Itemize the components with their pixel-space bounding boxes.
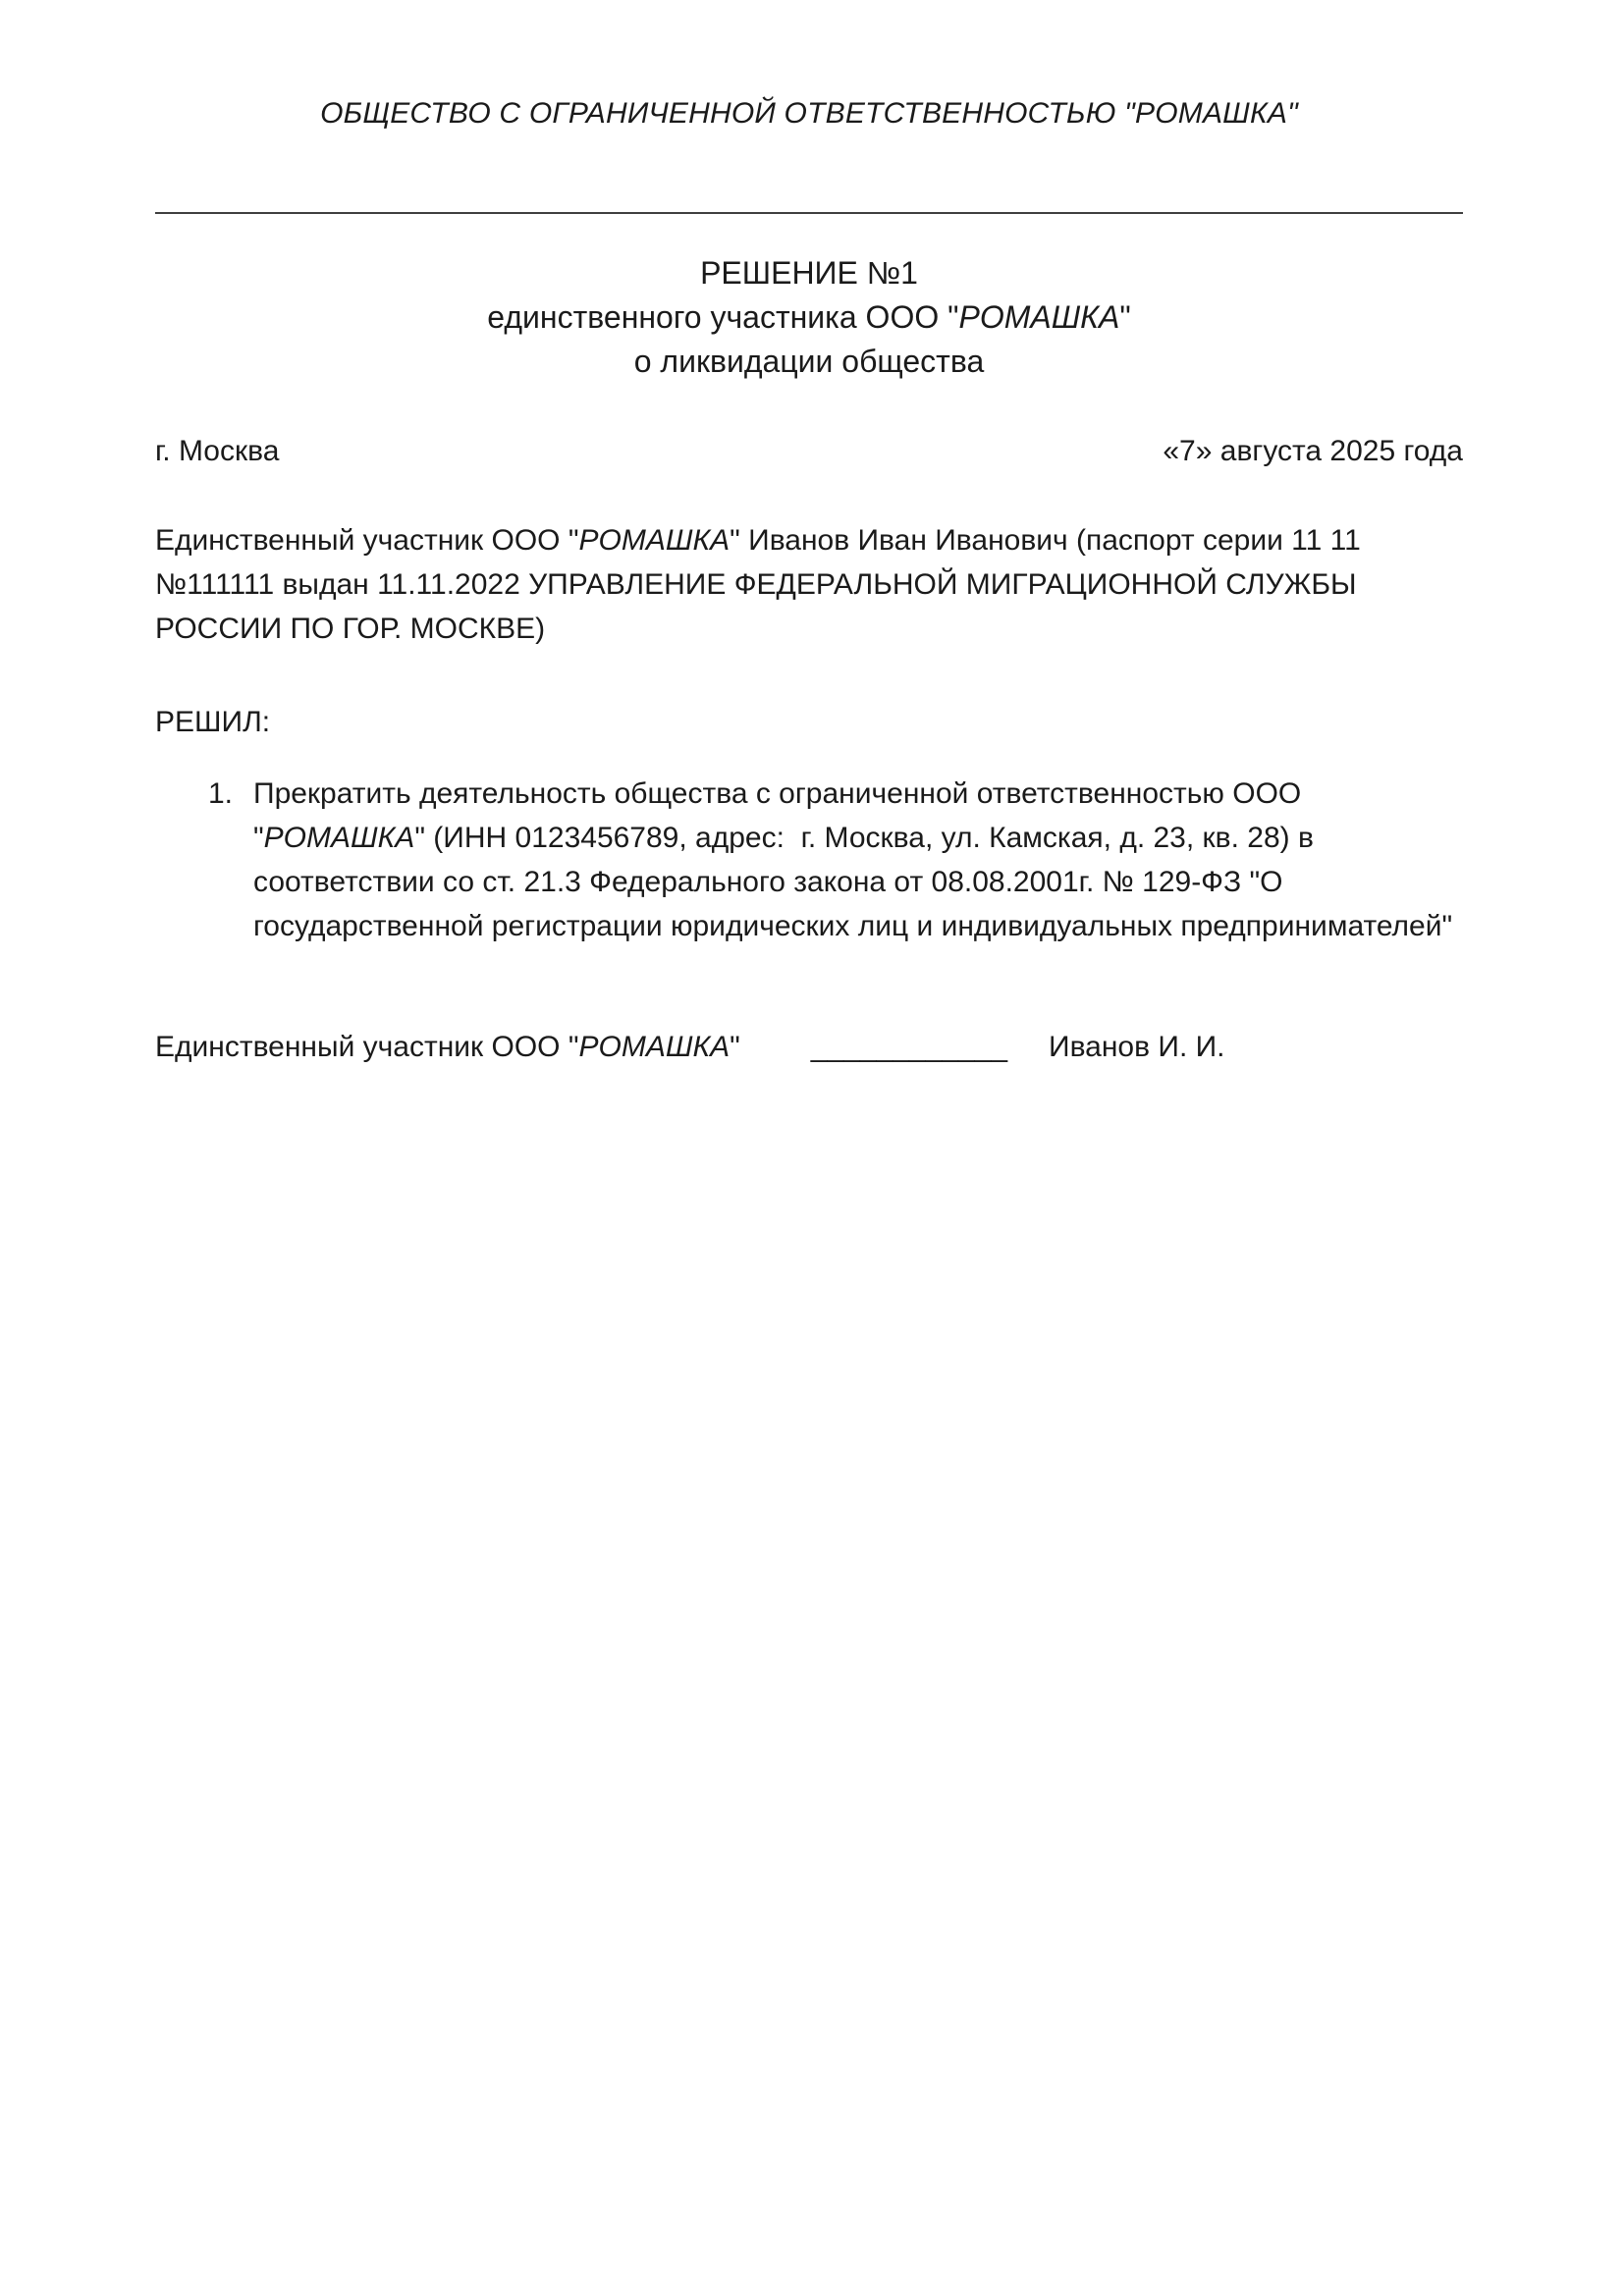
- decided-label: РЕШИЛ:: [155, 706, 271, 738]
- company-name-header: [155, 94, 1463, 133]
- signature-label-pre: Единственный участник ООО ": [155, 1031, 579, 1063]
- title-subtitle-company-name: РОМАШКА: [958, 299, 1120, 335]
- title-subtitle-pre: единственного участника ООО ": [487, 299, 959, 335]
- document-title-block: [155, 251, 1463, 384]
- signature-name: Иванов И. И.: [1049, 1031, 1225, 1063]
- date-label: «7» августа 2025 года: [1163, 435, 1463, 467]
- resolution-text-pre: Прекратить деятельность общества с ограниченной ответственностью ООО ": [253, 777, 1310, 854]
- resolution-number: 1.: [208, 777, 234, 810]
- title-subtitle: [155, 295, 1463, 340]
- resolution-text-post: " (ИНН 0123456789, адрес: г. Москва, ул. Камская, д. 23, кв. 28) в соответствии со ст. 21.3 Федерального закона от 08.08.2001г. № 129-ФЗ "О государственной регистрации юридических лиц и индивидуальных предпринимателей": [253, 822, 1453, 942]
- participant-paragraph: [155, 518, 1463, 651]
- signature-line: ____________: [810, 1031, 1008, 1063]
- title-subtitle-post: ": [1119, 299, 1131, 335]
- participant-paragraph-pre: Единственный участник ООО ": [155, 524, 579, 557]
- signature-company-name: РОМАШКА: [578, 1031, 731, 1063]
- resolution-company-name: РОМАШКА: [263, 822, 415, 854]
- signature-row: [155, 1025, 1463, 1069]
- place-date-row: [155, 429, 1463, 473]
- company-name-text: ОБЩЕСТВО С ОГРАНИЧЕННОЙ ОТВЕТСТВЕННОСТЬЮ "РОМАШКА": [320, 97, 1298, 130]
- resolution-text: [253, 772, 1463, 948]
- signature-label-post: ": [730, 1031, 740, 1063]
- participant-company-name: РОМАШКА: [578, 524, 731, 557]
- document-title: РЕШЕНИЕ №1: [700, 255, 918, 291]
- signature-label: [155, 1025, 740, 1069]
- participant-paragraph-post: " Иванов Иван Иванович (паспорт серии 11 11 №111111 выдан 11.11.2022 УПРАВЛЕНИЕ ФЕДЕРАЛЬНОЙ МИГРАЦИОННОЙ СЛУЖБЫ РОССИИ ПО ГОР. МОСКВЕ): [155, 524, 1370, 645]
- header-divider: [155, 212, 1463, 214]
- place-label: г. Москва: [155, 435, 280, 467]
- title-subject: о ликвидации общества: [633, 344, 985, 379]
- resolution-item: [155, 772, 1463, 948]
